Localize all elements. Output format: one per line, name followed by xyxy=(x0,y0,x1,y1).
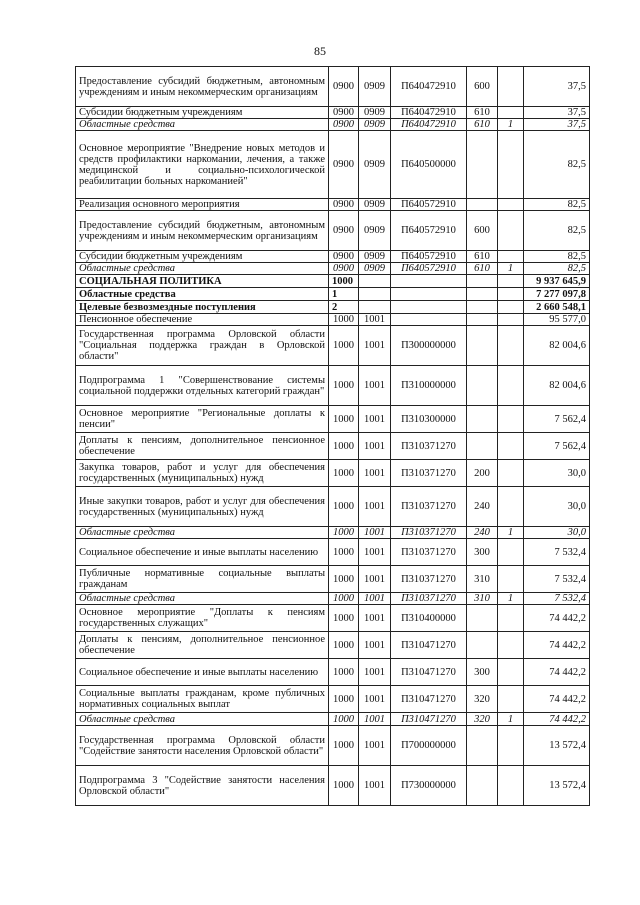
expense-type-code-cell: 300 xyxy=(467,539,498,566)
row-name-cell: Подпрограмма 1 "Совершенствование системы социальной поддержки отдельных категорий граждан" xyxy=(76,366,329,406)
target-article-code-cell: П310471270 xyxy=(391,632,467,659)
target-article-code-cell: П310371270 xyxy=(391,527,467,539)
source-code-cell xyxy=(498,211,524,251)
section-code-cell: 1000 xyxy=(329,406,359,433)
row-name-cell: Основное мероприятие "Региональные доплаты к пенсии" xyxy=(76,406,329,433)
section-code-cell: 0900 xyxy=(329,211,359,251)
amount-cell: 7 277 097,8 xyxy=(524,288,590,301)
section-code-cell: 0900 xyxy=(329,107,359,119)
amount-cell: 37,5 xyxy=(524,67,590,107)
amount-cell: 13 572,4 xyxy=(524,766,590,806)
subsection-code-cell: 1001 xyxy=(359,605,391,632)
expense-type-code-cell xyxy=(467,199,498,211)
source-code-cell: 1 xyxy=(498,527,524,539)
source-code-cell xyxy=(498,326,524,366)
source-code-cell xyxy=(498,726,524,766)
target-article-code-cell xyxy=(391,314,467,326)
expense-type-code-cell xyxy=(467,726,498,766)
row-name-cell: Государственная программа Орловской области "Содействие занятости населения Орловской области" xyxy=(76,726,329,766)
source-code-cell xyxy=(498,659,524,686)
subsection-code-cell: 1001 xyxy=(359,713,391,726)
table-row xyxy=(76,487,590,527)
subsection-code-cell xyxy=(359,275,391,288)
budget-table-body xyxy=(76,67,590,806)
table-row xyxy=(76,211,590,251)
section-code-cell: 1000 xyxy=(329,593,359,605)
source-code-cell xyxy=(498,251,524,263)
expense-type-code-cell: 600 xyxy=(467,211,498,251)
expense-type-code-cell xyxy=(467,366,498,406)
source-code-cell: 1 xyxy=(498,263,524,275)
section-code-cell: 1000 xyxy=(329,686,359,713)
target-article-code-cell: П310471270 xyxy=(391,686,467,713)
source-code-cell xyxy=(498,366,524,406)
section-code-cell: 1000 xyxy=(329,433,359,460)
table-row xyxy=(76,119,590,131)
row-name-cell: Предоставление субсидий бюджетным, автономным учреждениям и иным некоммерческим организациям xyxy=(76,211,329,251)
target-article-code-cell: П310371270 xyxy=(391,566,467,593)
expense-type-code-cell xyxy=(467,766,498,806)
source-code-cell xyxy=(498,605,524,632)
target-article-code-cell: П640472910 xyxy=(391,107,467,119)
section-code-cell: 1000 xyxy=(329,566,359,593)
table-row xyxy=(76,566,590,593)
row-name-cell: Реализация основного мероприятия xyxy=(76,199,329,211)
row-name-cell: Пенсионное обеспечение xyxy=(76,314,329,326)
expense-type-code-cell xyxy=(467,301,498,314)
subsection-code-cell: 1001 xyxy=(359,487,391,527)
source-code-cell: 1 xyxy=(498,593,524,605)
section-code-cell: 1000 xyxy=(329,766,359,806)
table-row xyxy=(76,632,590,659)
expense-type-code-cell: 310 xyxy=(467,566,498,593)
row-name-cell: Областные средства xyxy=(76,119,329,131)
table-row xyxy=(76,593,590,605)
source-code-cell xyxy=(498,460,524,487)
amount-cell: 30,0 xyxy=(524,460,590,487)
target-article-code-cell: П640572910 xyxy=(391,263,467,275)
subsection-code-cell: 1001 xyxy=(359,539,391,566)
table-row xyxy=(76,251,590,263)
row-name-cell: Областные средства xyxy=(76,593,329,605)
section-code-cell: 1000 xyxy=(329,527,359,539)
amount-cell: 74 442,2 xyxy=(524,632,590,659)
target-article-code-cell: П310371270 xyxy=(391,487,467,527)
amount-cell: 2 660 548,1 xyxy=(524,301,590,314)
table-row xyxy=(76,433,590,460)
source-code-cell xyxy=(498,107,524,119)
subsection-code-cell xyxy=(359,288,391,301)
section-code-cell: 1000 xyxy=(329,275,359,288)
row-name-cell: Областные средства xyxy=(76,527,329,539)
source-code-cell xyxy=(498,487,524,527)
row-name-cell: Социальные выплаты гражданам, кроме публичных нормативных социальных выплат xyxy=(76,686,329,713)
target-article-code-cell: П640500000 xyxy=(391,131,467,199)
row-name-cell: Основное мероприятие "Доплаты к пенсиям государственных служащих" xyxy=(76,605,329,632)
expense-type-code-cell: 600 xyxy=(467,67,498,107)
source-code-cell xyxy=(498,275,524,288)
target-article-code-cell: П310000000 xyxy=(391,366,467,406)
row-name-cell: Социальное обеспечение и иные выплаты населению xyxy=(76,659,329,686)
amount-cell: 82 004,6 xyxy=(524,326,590,366)
subsection-code-cell: 1001 xyxy=(359,593,391,605)
subsection-code-cell: 0909 xyxy=(359,67,391,107)
expense-type-code-cell: 610 xyxy=(467,263,498,275)
subsection-code-cell: 1001 xyxy=(359,366,391,406)
source-code-cell xyxy=(498,67,524,107)
target-article-code-cell xyxy=(391,275,467,288)
expense-type-code-cell xyxy=(467,632,498,659)
expense-type-code-cell xyxy=(467,288,498,301)
section-code-cell: 1000 xyxy=(329,659,359,686)
target-article-code-cell: П730000000 xyxy=(391,766,467,806)
subsection-code-cell: 0909 xyxy=(359,199,391,211)
table-row xyxy=(76,406,590,433)
source-code-cell xyxy=(498,301,524,314)
table-row xyxy=(76,67,590,107)
row-name-cell: Государственная программа Орловской области "Социальная поддержка граждан в Орловской области" xyxy=(76,326,329,366)
amount-cell: 82,5 xyxy=(524,199,590,211)
row-name-cell: СОЦИАЛЬНАЯ ПОЛИТИКА xyxy=(76,275,329,288)
target-article-code-cell xyxy=(391,301,467,314)
source-code-cell xyxy=(498,632,524,659)
expense-type-code-cell: 320 xyxy=(467,713,498,726)
section-code-cell: 0900 xyxy=(329,251,359,263)
expense-type-code-cell xyxy=(467,605,498,632)
table-row xyxy=(76,288,590,301)
section-code-cell: 1 xyxy=(329,288,359,301)
table-row xyxy=(76,726,590,766)
amount-cell: 30,0 xyxy=(524,487,590,527)
amount-cell: 7 532,4 xyxy=(524,566,590,593)
table-row xyxy=(76,659,590,686)
expense-type-code-cell xyxy=(467,406,498,433)
row-name-cell: Целевые безвозмездные поступления xyxy=(76,301,329,314)
section-code-cell: 1000 xyxy=(329,487,359,527)
table-row xyxy=(76,107,590,119)
row-name-cell: Закупка товаров, работ и услуг для обеспечения государственных (муниципальных) нужд xyxy=(76,460,329,487)
subsection-code-cell: 1001 xyxy=(359,460,391,487)
section-code-cell: 0900 xyxy=(329,131,359,199)
target-article-code-cell: П640472910 xyxy=(391,67,467,107)
subsection-code-cell: 0909 xyxy=(359,107,391,119)
expense-type-code-cell: 240 xyxy=(467,527,498,539)
expense-type-code-cell xyxy=(467,275,498,288)
expense-type-code-cell xyxy=(467,314,498,326)
target-article-code-cell: П640572910 xyxy=(391,211,467,251)
amount-cell: 13 572,4 xyxy=(524,726,590,766)
source-code-cell: 1 xyxy=(498,713,524,726)
expense-type-code-cell: 320 xyxy=(467,686,498,713)
amount-cell: 9 937 645,9 xyxy=(524,275,590,288)
target-article-code-cell: П310371270 xyxy=(391,539,467,566)
table-row xyxy=(76,131,590,199)
amount-cell: 95 577,0 xyxy=(524,314,590,326)
section-code-cell: 0900 xyxy=(329,263,359,275)
source-code-cell xyxy=(498,406,524,433)
section-code-cell: 1000 xyxy=(329,632,359,659)
expense-type-code-cell xyxy=(467,326,498,366)
section-code-cell: 2 xyxy=(329,301,359,314)
target-article-code-cell: П310371270 xyxy=(391,433,467,460)
subsection-code-cell: 1001 xyxy=(359,632,391,659)
subsection-code-cell: 1001 xyxy=(359,766,391,806)
section-code-cell: 1000 xyxy=(329,326,359,366)
table-row xyxy=(76,199,590,211)
expense-type-code-cell: 610 xyxy=(467,107,498,119)
section-code-cell: 0900 xyxy=(329,67,359,107)
table-row xyxy=(76,460,590,487)
section-code-cell: 1000 xyxy=(329,726,359,766)
subsection-code-cell: 1001 xyxy=(359,686,391,713)
subsection-code-cell: 0909 xyxy=(359,251,391,263)
row-name-cell: Субсидии бюджетным учреждениям xyxy=(76,251,329,263)
source-code-cell xyxy=(498,288,524,301)
amount-cell: 82,5 xyxy=(524,251,590,263)
row-name-cell: Доплаты к пенсиям, дополнительное пенсионное обеспечение xyxy=(76,632,329,659)
row-name-cell: Основное мероприятие "Внедрение новых методов и средств профилактики наркомании, лечения, а также медицинской и социально-психологической реабилитации больных наркоманией" xyxy=(76,131,329,199)
subsection-code-cell: 0909 xyxy=(359,263,391,275)
source-code-cell xyxy=(498,766,524,806)
subsection-code-cell: 1001 xyxy=(359,566,391,593)
amount-cell: 74 442,2 xyxy=(524,659,590,686)
target-article-code-cell: П640572910 xyxy=(391,251,467,263)
amount-cell: 74 442,2 xyxy=(524,605,590,632)
expense-type-code-cell xyxy=(467,131,498,199)
amount-cell: 37,5 xyxy=(524,107,590,119)
source-code-cell xyxy=(498,433,524,460)
subsection-code-cell: 1001 xyxy=(359,433,391,460)
table-row xyxy=(76,713,590,726)
source-code-cell xyxy=(498,314,524,326)
target-article-code-cell xyxy=(391,288,467,301)
source-code-cell xyxy=(498,199,524,211)
table-row xyxy=(76,527,590,539)
section-code-cell: 0900 xyxy=(329,119,359,131)
subsection-code-cell: 0909 xyxy=(359,131,391,199)
table-row xyxy=(76,263,590,275)
amount-cell: 7 532,4 xyxy=(524,539,590,566)
expense-type-code-cell: 610 xyxy=(467,251,498,263)
section-code-cell: 1000 xyxy=(329,605,359,632)
row-name-cell: Публичные нормативные социальные выплаты гражданам xyxy=(76,566,329,593)
expense-type-code-cell xyxy=(467,433,498,460)
subsection-code-cell: 1001 xyxy=(359,406,391,433)
section-code-cell: 1000 xyxy=(329,539,359,566)
source-code-cell: 1 xyxy=(498,119,524,131)
amount-cell: 7 532,4 xyxy=(524,593,590,605)
subsection-code-cell: 1001 xyxy=(359,314,391,326)
source-code-cell xyxy=(498,539,524,566)
amount-cell: 82,5 xyxy=(524,131,590,199)
target-article-code-cell: П700000000 xyxy=(391,726,467,766)
amount-cell: 7 562,4 xyxy=(524,433,590,460)
table-row xyxy=(76,326,590,366)
target-article-code-cell: П310371270 xyxy=(391,460,467,487)
target-article-code-cell: П640572910 xyxy=(391,199,467,211)
row-name-cell: Доплаты к пенсиям, дополнительное пенсионное обеспечение xyxy=(76,433,329,460)
target-article-code-cell: П310400000 xyxy=(391,605,467,632)
table-row xyxy=(76,301,590,314)
table-row xyxy=(76,539,590,566)
subsection-code-cell xyxy=(359,301,391,314)
table-row xyxy=(76,314,590,326)
amount-cell: 37,5 xyxy=(524,119,590,131)
amount-cell: 82,5 xyxy=(524,211,590,251)
table-row xyxy=(76,605,590,632)
expense-type-code-cell: 610 xyxy=(467,119,498,131)
expense-type-code-cell: 240 xyxy=(467,487,498,527)
source-code-cell xyxy=(498,131,524,199)
target-article-code-cell: П310471270 xyxy=(391,713,467,726)
expense-type-code-cell: 300 xyxy=(467,659,498,686)
expense-type-code-cell: 200 xyxy=(467,460,498,487)
row-name-cell: Иные закупки товаров, работ и услуг для обеспечения государственных (муниципальных) нужд xyxy=(76,487,329,527)
target-article-code-cell: П640472910 xyxy=(391,119,467,131)
table-row xyxy=(76,766,590,806)
row-name-cell: Областные средства xyxy=(76,263,329,275)
section-code-cell: 1000 xyxy=(329,366,359,406)
amount-cell: 74 442,2 xyxy=(524,713,590,726)
target-article-code-cell: П310371270 xyxy=(391,593,467,605)
target-article-code-cell: П310300000 xyxy=(391,406,467,433)
section-code-cell: 1000 xyxy=(329,460,359,487)
source-code-cell xyxy=(498,686,524,713)
expense-type-code-cell: 310 xyxy=(467,593,498,605)
row-name-cell: Подпрограмма 3 "Содействие занятости населения Орловской области" xyxy=(76,766,329,806)
source-code-cell xyxy=(498,566,524,593)
table-row xyxy=(76,366,590,406)
section-code-cell: 1000 xyxy=(329,314,359,326)
table-row xyxy=(76,275,590,288)
table-row xyxy=(76,686,590,713)
section-code-cell: 0900 xyxy=(329,199,359,211)
target-article-code-cell: П310471270 xyxy=(391,659,467,686)
row-name-cell: Субсидии бюджетным учреждениям xyxy=(76,107,329,119)
amount-cell: 82,5 xyxy=(524,263,590,275)
subsection-code-cell: 0909 xyxy=(359,119,391,131)
page-number: 85 xyxy=(314,44,326,58)
budget-table xyxy=(75,66,590,806)
amount-cell: 74 442,2 xyxy=(524,686,590,713)
row-name-cell: Предоставление субсидий бюджетным, автономным учреждениям и иным некоммерческим организациям xyxy=(76,67,329,107)
amount-cell: 7 562,4 xyxy=(524,406,590,433)
target-article-code-cell: П300000000 xyxy=(391,326,467,366)
row-name-cell: Областные средства xyxy=(76,713,329,726)
subsection-code-cell: 0909 xyxy=(359,211,391,251)
section-code-cell: 1000 xyxy=(329,713,359,726)
subsection-code-cell: 1001 xyxy=(359,326,391,366)
amount-cell: 82 004,6 xyxy=(524,366,590,406)
subsection-code-cell: 1001 xyxy=(359,659,391,686)
amount-cell: 30,0 xyxy=(524,527,590,539)
subsection-code-cell: 1001 xyxy=(359,726,391,766)
row-name-cell: Областные средства xyxy=(76,288,329,301)
row-name-cell: Социальное обеспечение и иные выплаты населению xyxy=(76,539,329,566)
subsection-code-cell: 1001 xyxy=(359,527,391,539)
